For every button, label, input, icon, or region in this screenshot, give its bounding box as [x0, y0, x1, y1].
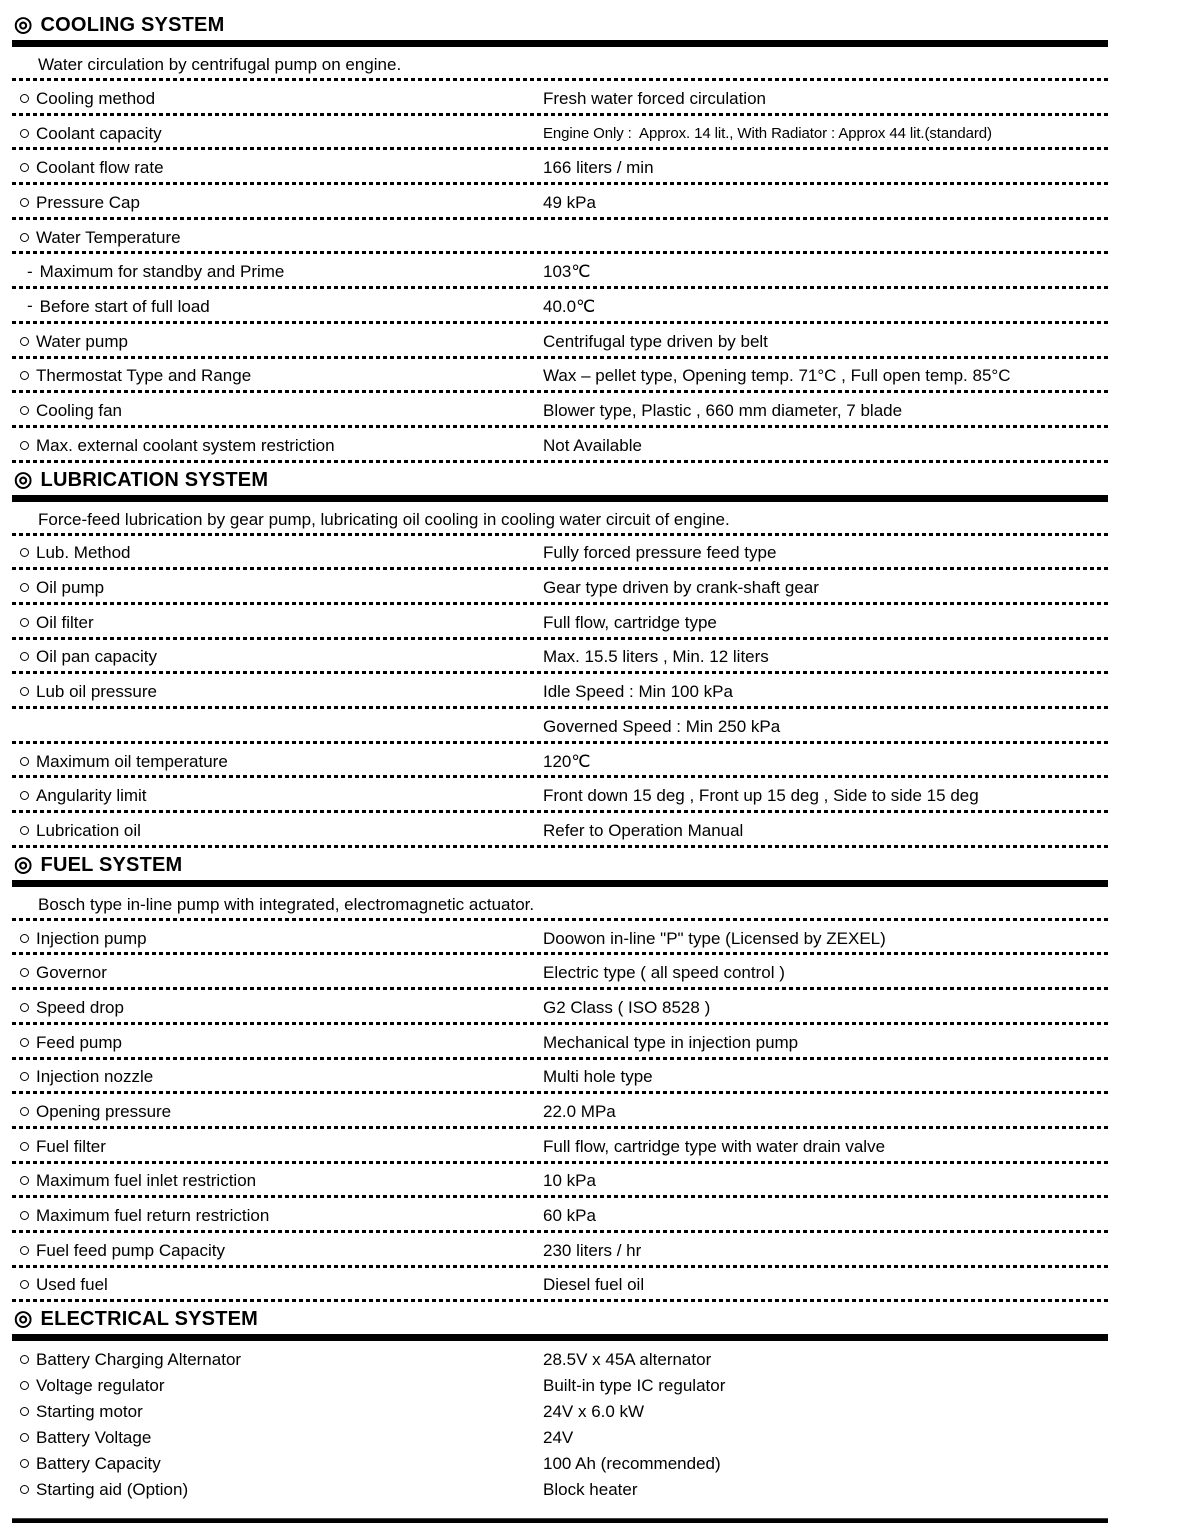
spec-row — [12, 1233, 1108, 1268]
spec-label: Cooling fan — [36, 401, 123, 421]
spec-label: Maximum oil temperature — [36, 751, 228, 771]
spec-row — [12, 1129, 1108, 1164]
spec-row — [12, 324, 1108, 359]
spec-label: Lubrication oil — [36, 820, 141, 840]
spec-label: Used fuel — [36, 1275, 108, 1295]
spec-value: Mechanical type in injection pump — [543, 1032, 799, 1052]
circle-bullet-icon — [20, 1072, 29, 1081]
spec-label-cell — [12, 1402, 543, 1421]
spec-value: 166 liters / min — [543, 158, 654, 178]
spec-value: Built-in type IC regulator — [543, 1375, 726, 1395]
spec-label: Cooling method — [36, 88, 156, 108]
spec-label: Fuel feed pump Capacity — [36, 1240, 225, 1260]
spec-label-cell — [12, 543, 543, 562]
spec-label: Lub oil pressure — [36, 682, 157, 702]
spec-row — [12, 536, 1108, 571]
spec-value: 49 kPa — [543, 192, 596, 212]
spec-value: 22.0 MPa — [543, 1102, 616, 1122]
spec-value: Engine Only : Approx. 14 lit., With Radiator : Approx 44 lit.(standard) — [543, 124, 992, 142]
section-title: ELECTRICAL SYSTEM — [40, 1308, 259, 1331]
section-divider-rule — [12, 1334, 1108, 1341]
section-header — [12, 463, 1108, 495]
sections-container — [12, 8, 1108, 1502]
spec-value: Block heater — [543, 1479, 638, 1499]
spec-value: Governed Speed : Min 250 kPa — [543, 716, 781, 736]
spec-row — [12, 640, 1108, 675]
spec-value: 100 Ah (recommended) — [543, 1453, 721, 1473]
spec-row — [12, 1424, 1108, 1450]
spec-value: Centrifugal type driven by belt — [543, 331, 768, 351]
spec-row — [12, 605, 1108, 640]
circle-bullet-icon — [20, 1381, 29, 1390]
spec-label: Coolant flow rate — [36, 158, 164, 178]
circle-bullet-icon — [20, 406, 29, 415]
circle-bullet-icon — [20, 791, 29, 800]
spec-row — [12, 1372, 1108, 1398]
spec-row — [12, 813, 1108, 848]
circle-bullet-icon — [20, 652, 29, 661]
spec-label: Starting motor — [36, 1401, 143, 1421]
spec-value: Idle Speed : Min 100 kPa — [543, 682, 733, 702]
circle-bullet-icon — [20, 129, 29, 138]
circle-bullet-icon — [20, 1107, 29, 1116]
spec-label: Max. external coolant system restriction — [36, 435, 335, 455]
spec-row — [12, 990, 1108, 1025]
spec-value: 40.0℃ — [543, 296, 596, 316]
section-header — [12, 1302, 1108, 1334]
spec-row — [12, 150, 1108, 185]
spec-row — [12, 289, 1108, 324]
spec-row — [12, 220, 1108, 255]
spec-row — [12, 955, 1108, 990]
spec-label: Starting aid (Option) — [36, 1479, 189, 1499]
spec-label: Pressure Cap — [36, 192, 140, 212]
spec-label: Injection pump — [36, 928, 147, 948]
spec-label-cell — [12, 752, 543, 771]
spec-value: G2 Class ( ISO 8528 ) — [543, 997, 711, 1017]
spec-value: 120℃ — [543, 751, 591, 771]
spec-label-cell — [12, 1206, 543, 1225]
spec-label: Speed drop — [36, 997, 124, 1017]
spec-value: 24V x 6.0 kW — [543, 1401, 645, 1421]
spec-label-cell — [12, 436, 543, 455]
spec-label: Oil pump — [36, 578, 105, 598]
spec-value: Doowon in-line "P" type (Licensed by ZEXEL) — [543, 928, 886, 948]
spec-row — [12, 709, 1108, 744]
spec-row — [12, 778, 1108, 813]
spec-label: Angularity limit — [36, 786, 147, 806]
spec-row — [12, 185, 1108, 220]
spec-label: Opening pressure — [36, 1102, 172, 1122]
spec-row — [12, 428, 1108, 463]
spec-label: Oil filter — [36, 612, 94, 632]
spec-label-cell — [12, 332, 543, 351]
spec-row — [12, 1398, 1108, 1424]
circle-bullet-icon — [20, 757, 29, 766]
spec-label-cell — [12, 1350, 543, 1369]
spec-section — [12, 463, 1108, 848]
spec-label-cell — [12, 821, 543, 840]
spec-label: Maximum fuel inlet restriction — [36, 1171, 257, 1191]
spec-value: Front down 15 deg , Front up 15 deg , Side to side 15 deg — [543, 786, 979, 806]
section-divider-rule — [12, 495, 1108, 502]
spec-label: Water Temperature — [36, 227, 181, 247]
circle-bullet-icon — [20, 1246, 29, 1255]
circle-bullet-icon — [20, 687, 29, 696]
spec-label-cell — [12, 401, 543, 420]
spec-label-cell — [12, 647, 543, 666]
circle-bullet-icon — [20, 1280, 29, 1289]
circle-bullet-icon — [20, 1459, 29, 1468]
spec-row — [12, 1060, 1108, 1095]
spec-label: Injection nozzle — [36, 1067, 154, 1087]
spec-label: Before start of full load — [39, 296, 210, 316]
spec-label: Feed pump — [36, 1032, 122, 1052]
spec-label: Water pump — [36, 331, 128, 351]
section-header — [12, 848, 1108, 880]
spec-value: Gear type driven by crank-shaft gear — [543, 578, 819, 598]
spec-row — [12, 1268, 1108, 1303]
spec-value: Full flow, cartridge type with water drain valve — [543, 1136, 886, 1156]
circle-bullet-icon — [20, 337, 29, 346]
spec-rows — [12, 536, 1108, 848]
spec-label-cell — [12, 1241, 543, 1260]
section-intro: Force-feed lubrication by gear pump, lubricating oil cooling in cooling water circuit of engine. — [12, 502, 1108, 536]
spec-label-cell — [12, 1033, 543, 1052]
spec-row — [12, 254, 1108, 289]
circle-bullet-icon — [20, 233, 29, 242]
spec-label-cell — [12, 366, 543, 385]
spec-label-cell — [12, 578, 543, 597]
circle-bullet-icon — [20, 968, 29, 977]
circle-bullet-icon — [20, 94, 29, 103]
dash-bullet-icon: - — [27, 296, 33, 316]
spec-label: Battery Charging Alternator — [36, 1349, 242, 1369]
spec-value: Diesel fuel oil — [543, 1275, 645, 1295]
spec-section — [12, 8, 1108, 463]
spec-label-cell — [12, 929, 543, 948]
spec-label: Oil pan capacity — [36, 647, 157, 667]
spec-label-cell — [12, 1067, 543, 1086]
spec-label-cell — [12, 1102, 543, 1121]
spec-row — [12, 81, 1108, 116]
page-bottom-rule — [12, 1518, 1108, 1523]
spec-label-cell — [12, 998, 543, 1017]
spec-value: Fully forced pressure feed type — [543, 543, 777, 563]
spec-label-cell — [12, 296, 543, 316]
circle-bullet-icon — [20, 934, 29, 943]
circle-bullet-icon — [20, 583, 29, 592]
circle-bullet-icon — [20, 1433, 29, 1442]
spec-row — [12, 1198, 1108, 1233]
spec-label-cell — [12, 786, 543, 805]
spec-label: Voltage regulator — [36, 1375, 165, 1395]
spec-label-cell — [12, 158, 543, 177]
spec-row — [12, 1094, 1108, 1129]
spec-value: Electric type ( all speed control ) — [543, 963, 785, 983]
spec-value: Blower type, Plastic , 660 mm diameter, 7 blade — [543, 401, 903, 421]
section-header — [12, 8, 1108, 40]
spec-value: 24V — [543, 1427, 574, 1447]
circle-bullet-icon — [20, 163, 29, 172]
spec-row — [12, 116, 1108, 151]
spec-label-cell — [12, 228, 543, 247]
circle-bullet-icon — [20, 618, 29, 627]
section-intro: Bosch type in-line pump with integrated, electromagnetic actuator. — [12, 887, 1108, 921]
circle-bullet-icon — [20, 371, 29, 380]
spec-label-cell — [12, 262, 543, 282]
bullseye-icon: ◎ — [14, 13, 33, 36]
spec-row — [12, 570, 1108, 605]
spec-label: Battery Voltage — [36, 1427, 152, 1447]
circle-bullet-icon — [20, 826, 29, 835]
spec-section — [12, 848, 1108, 1303]
spec-value: 230 liters / hr — [543, 1240, 642, 1260]
circle-bullet-icon — [20, 1142, 29, 1151]
spec-label-cell — [12, 124, 543, 143]
spec-label-cell — [12, 1454, 543, 1473]
spec-row — [12, 744, 1108, 779]
spec-label: Thermostat Type and Range — [36, 366, 252, 386]
spec-label: Fuel filter — [36, 1136, 106, 1156]
spec-label: Battery Capacity — [36, 1453, 161, 1473]
spec-section — [12, 1302, 1108, 1502]
spec-label-cell — [12, 1480, 543, 1499]
spec-row — [12, 1164, 1108, 1199]
spec-value: Max. 15.5 liters , Min. 12 liters — [543, 647, 769, 667]
bullseye-icon: ◎ — [14, 852, 33, 876]
spec-row — [12, 359, 1108, 394]
spec-label-cell — [12, 1428, 543, 1447]
circle-bullet-icon — [20, 1485, 29, 1494]
spec-value: Wax – pellet type, Opening temp. 71°C , Full open temp. 85°C — [543, 366, 1011, 386]
spec-label-cell — [12, 1275, 543, 1294]
spec-label: Governor — [36, 963, 107, 983]
spec-label-cell — [12, 682, 543, 701]
spec-value: Full flow, cartridge type — [543, 612, 717, 632]
spec-row — [12, 393, 1108, 428]
spec-page — [12, 8, 1108, 1523]
section-title: FUEL SYSTEM — [40, 853, 183, 876]
spec-rows — [12, 1341, 1108, 1502]
spec-value: Refer to Operation Manual — [543, 820, 744, 840]
spec-label: Maximum fuel return restriction — [36, 1206, 270, 1226]
bullseye-icon: ◎ — [14, 467, 33, 491]
spec-value: Fresh water forced circulation — [543, 88, 766, 108]
spec-row — [12, 1346, 1108, 1372]
spec-rows — [12, 81, 1108, 463]
spec-value: 103℃ — [543, 262, 591, 282]
section-divider-rule — [12, 40, 1108, 47]
spec-label-cell — [12, 963, 543, 982]
spec-row — [12, 921, 1108, 956]
circle-bullet-icon — [20, 1176, 29, 1185]
spec-row — [12, 1450, 1108, 1476]
spec-label-cell — [12, 193, 543, 212]
spec-label: Lub. Method — [36, 543, 131, 563]
spec-rows — [12, 921, 1108, 1303]
spec-row — [12, 1476, 1108, 1502]
circle-bullet-icon — [20, 1407, 29, 1416]
circle-bullet-icon — [20, 441, 29, 450]
spec-label: Coolant capacity — [36, 123, 162, 143]
circle-bullet-icon — [20, 1355, 29, 1364]
spec-label-cell — [12, 613, 543, 632]
circle-bullet-icon — [20, 548, 29, 557]
bullseye-icon: ◎ — [14, 1307, 33, 1331]
circle-bullet-icon — [20, 1038, 29, 1047]
circle-bullet-icon — [20, 198, 29, 207]
spec-value: Multi hole type — [543, 1067, 653, 1087]
spec-label-cell — [12, 1137, 543, 1156]
section-title: LUBRICATION SYSTEM — [40, 468, 269, 491]
spec-value: Not Available — [543, 435, 642, 455]
dash-bullet-icon: - — [27, 261, 33, 281]
section-title: COOLING SYSTEM — [40, 14, 225, 36]
circle-bullet-icon — [20, 1003, 29, 1012]
section-intro: Water circulation by centrifugal pump on engine. — [12, 47, 1108, 81]
spec-value: 28.5V x 45A alternator — [543, 1349, 712, 1369]
spec-label: Maximum for standby and Prime — [39, 262, 285, 282]
spec-row — [12, 1025, 1108, 1060]
section-divider-rule — [12, 880, 1108, 887]
circle-bullet-icon — [20, 1211, 29, 1220]
spec-label-cell — [12, 1376, 543, 1395]
spec-value: 10 kPa — [543, 1171, 596, 1191]
spec-label-cell — [12, 1171, 543, 1190]
spec-label-cell — [12, 89, 543, 108]
spec-value: 60 kPa — [543, 1206, 596, 1226]
spec-row — [12, 674, 1108, 709]
